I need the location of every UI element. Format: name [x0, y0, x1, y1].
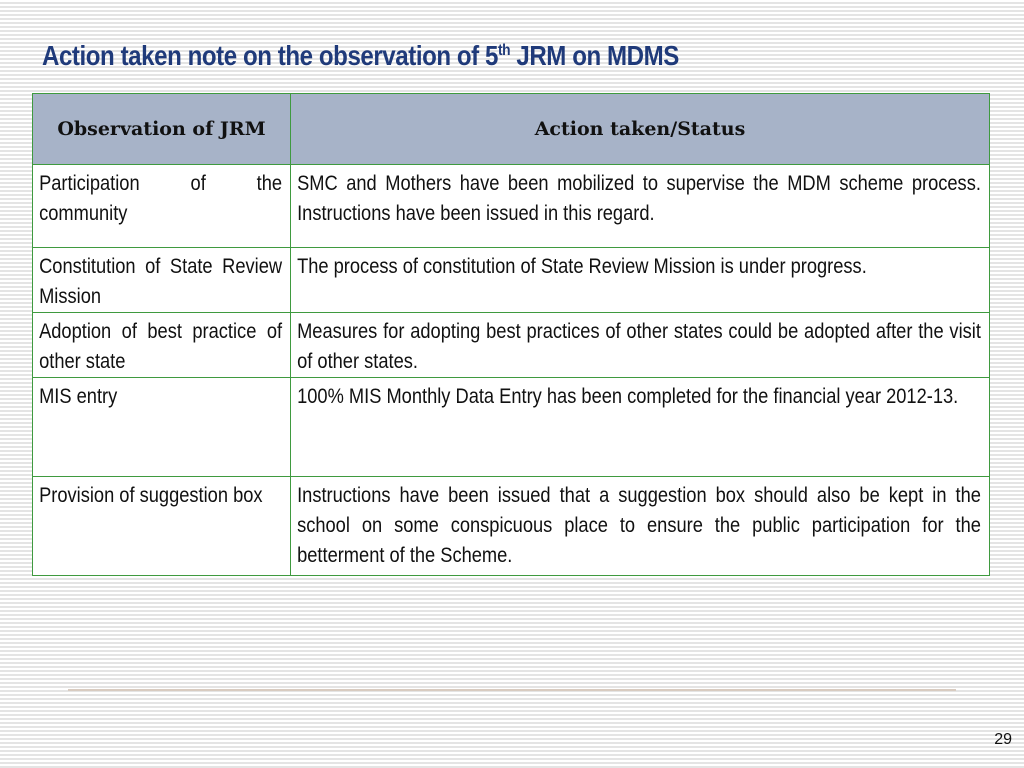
- action-cell: [291, 165, 990, 248]
- observation-cell: [33, 378, 291, 477]
- table-row: [33, 313, 990, 378]
- action-cell: [291, 378, 990, 477]
- action-text: 100% MIS Monthly Data Entry has been completed for the financial year 2012-13.: [297, 385, 959, 408]
- table-row: [33, 248, 990, 313]
- observation-cell: [33, 313, 291, 378]
- table-row: [33, 165, 990, 248]
- observation-text: Adoption of best practice of other state: [39, 320, 283, 373]
- title-text: Action taken note on the observation of 5: [42, 40, 498, 71]
- footer-divider: [68, 689, 956, 691]
- slide-title: [42, 40, 679, 72]
- observation-text: Participation of the community: [39, 172, 283, 225]
- title-superscript: th: [497, 42, 511, 59]
- column-header-observation: Observation of JRM: [33, 94, 291, 165]
- observation-text: MIS entry: [39, 385, 118, 408]
- action-text: The process of constitution of State Review Mission is under progress.: [297, 255, 867, 278]
- column-header-action: Action taken/Status: [291, 94, 990, 165]
- action-cell: [291, 313, 990, 378]
- observation-cell: [33, 165, 291, 248]
- jrm-action-table: [32, 93, 990, 576]
- table-row: [33, 378, 990, 477]
- table-header-row: [33, 94, 990, 165]
- observation-text: Constitution of State Review Mission: [39, 255, 283, 308]
- observation-cell: [33, 477, 291, 576]
- action-text: Instructions have been issued that a suggestion box should also be kept in the school on some conspicuous place to ensure the public participation for the betterment of the Scheme.: [297, 484, 981, 567]
- action-cell: [291, 477, 990, 576]
- observation-text: Provision of suggestion box: [39, 484, 263, 507]
- observation-cell: [33, 248, 291, 313]
- action-text: SMC and Mothers have been mobilized to supervise the MDM scheme process. Instructions have been issued in this regard.: [297, 172, 981, 225]
- action-cell: [291, 248, 990, 313]
- title-text-end: JRM on MDMS: [510, 40, 679, 71]
- table-row: [33, 477, 990, 576]
- page-number: 29: [994, 731, 1012, 748]
- action-text: Measures for adopting best practices of other states could be adopted after the visit of other states.: [297, 320, 981, 373]
